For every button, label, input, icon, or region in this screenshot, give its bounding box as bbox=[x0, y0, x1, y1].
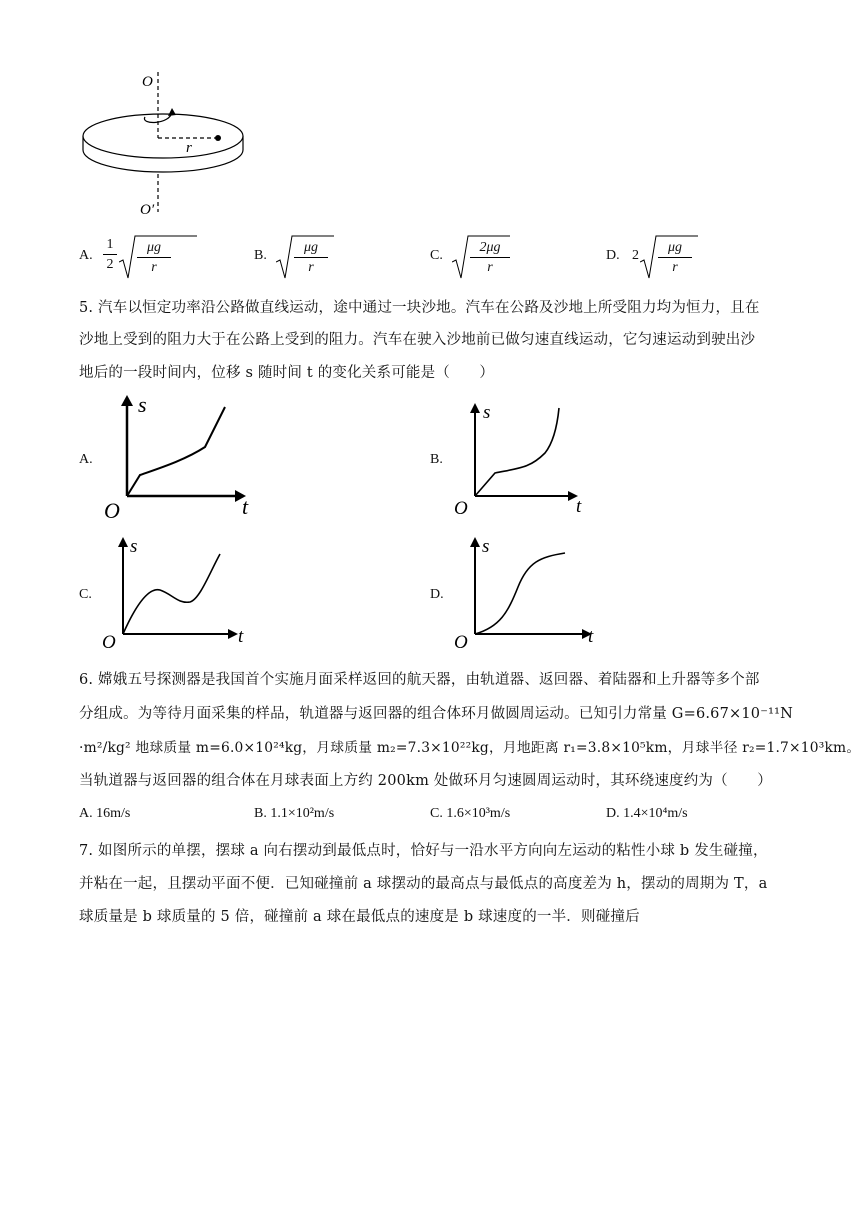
q7-line-1: 7. 如图所示的单摆，摆球 a 向右摆动到最低点时，恰好与一沿水平方向向左运动的粘性小球 b 发生碰撞， bbox=[79, 843, 768, 859]
q6-line-1: 6. 嫦娥五号探测器是我国首个实施月面采样返回的航天器，由轨道器、返回器、着陆器和上升器等多个部 bbox=[79, 672, 760, 688]
q5-graph-d[interactable] bbox=[450, 532, 600, 652]
graph-c-origin-label: O bbox=[102, 632, 116, 652]
q5-line-1: 5. 汽车以恒定功率沿公路做直线运动，途中通过一块沙地。汽车在公路及沙地上所受阻力均为恒力，且在 bbox=[79, 300, 760, 316]
graph-d-x-label: t bbox=[588, 626, 594, 647]
q5-option-b-letter[interactable]: B. bbox=[430, 452, 443, 467]
axis-label-top: O bbox=[142, 74, 153, 90]
graph-c-y-label: s bbox=[130, 536, 138, 557]
coef: 2 bbox=[632, 248, 639, 263]
axis-label-bottom: O′ bbox=[140, 202, 155, 218]
q4-option-c[interactable]: C. $\frac{2\mu g}{r}$ bbox=[430, 234, 530, 282]
q4-option-b[interactable]: B. $\frac{\mu g}{r}$ bbox=[254, 234, 354, 282]
q4-option-a[interactable]: A. $\frac{1}{2}$ $\frac{\mu g}{r}$ bbox=[79, 234, 199, 282]
radicand-denominator: r bbox=[658, 257, 692, 278]
graph-b-origin-label: O bbox=[454, 498, 468, 518]
graph-a-x-label: t bbox=[242, 494, 249, 519]
coef-numerator: 1 bbox=[106, 237, 114, 252]
q7-line-3: 球质量是 b 球质量的 5 倍，碰撞前 a 球在最低点的速度是 b 球速度的一半．则碰撞后 bbox=[79, 909, 640, 925]
radius-label: r bbox=[186, 140, 192, 156]
graph-c-x-label: t bbox=[238, 626, 244, 647]
q6-line-3: ·m²/kg² 地球质量 m=6.0×10²⁴kg，月球质量 m₂=7.3×10²²kg，月地距离 r₁=3.8×10⁵km，月球半径 r₂=1.7×10³km。 bbox=[79, 740, 860, 756]
q6-option-c[interactable]: C. 1.6×10³m/s bbox=[430, 806, 511, 821]
radicand-numerator: μg bbox=[303, 240, 319, 255]
turntable-figure bbox=[70, 62, 260, 222]
graph-b-y-label: s bbox=[483, 402, 491, 423]
graph-a-y-label: s bbox=[138, 392, 147, 417]
radicand-denominator: r bbox=[137, 257, 171, 278]
q7-line-2: 并粘在一起，且摆动平面不便．已知碰撞前 a 球摆动的最高点与最低点的高度差为 h，摆动的周期为 T，a bbox=[79, 876, 768, 892]
q5-line-2: 沙地上受到的阻力大于在公路上受到的阻力。汽车在驶入沙地前已做匀速直线运动，它匀速运动到驶出沙 bbox=[79, 332, 756, 348]
coef-denominator: 2 bbox=[103, 254, 117, 275]
q5-option-c-letter[interactable]: C. bbox=[79, 587, 92, 602]
q6-option-b[interactable]: B. 1.1×10²m/s bbox=[254, 806, 335, 821]
q6-option-d[interactable]: D. 1.4×10⁴m/s bbox=[606, 806, 688, 821]
graph-d-y-label: s bbox=[482, 536, 490, 557]
radicand-numerator: μg bbox=[667, 240, 683, 255]
q5-graph-c[interactable] bbox=[100, 532, 250, 652]
graph-d-origin-label: O bbox=[454, 632, 468, 652]
q5-graph-b[interactable] bbox=[450, 398, 590, 518]
q5-graph-a[interactable] bbox=[100, 392, 260, 522]
q5-option-a-letter[interactable]: A. bbox=[79, 452, 93, 467]
q4-option-d[interactable]: D. 2 $\frac{\mu g}{r}$ bbox=[606, 234, 706, 282]
radicand-denominator: r bbox=[294, 257, 328, 278]
radicand-numerator: 2μg bbox=[479, 240, 501, 255]
q5-option-d-letter[interactable]: D. bbox=[430, 587, 444, 602]
radicand-denominator: r bbox=[470, 257, 510, 278]
radicand-numerator: μg bbox=[146, 240, 162, 255]
graph-b-x-label: t bbox=[576, 496, 582, 517]
q6-option-a[interactable]: A. 16m/s bbox=[79, 806, 131, 821]
q6-line-2: 分组成。为等待月面采集的样品，轨道器与返回器的组合体环月做圆周运动。已知引力常量 G=6.67×10⁻¹¹N bbox=[79, 706, 793, 722]
graph-a-origin-label: O bbox=[104, 498, 120, 522]
q6-line-4: 当轨道器与返回器的组合体在月球表面上方约 200km 处做环月匀速圆周运动时，其环绕速度约为（ ） bbox=[79, 773, 772, 789]
q5-line-3: 地后的一段时间内，位移 s 随时间 t 的变化关系可能是（ ） bbox=[79, 365, 495, 381]
